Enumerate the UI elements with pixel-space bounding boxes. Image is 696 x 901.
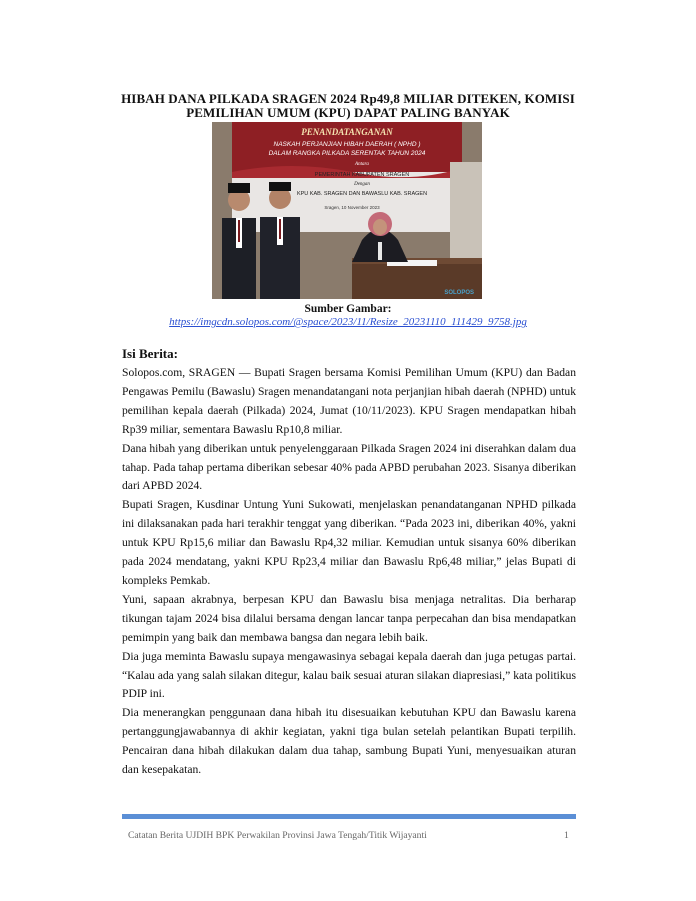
footer-text: Catatan Berita UJDIH BPK Perwakilan Provinsi Jawa Tengah/Titik Wijayanti bbox=[128, 830, 427, 841]
image-source-label: Sumber Gambar: bbox=[304, 303, 392, 315]
paragraph: Dana hibah yang diberikan untuk penyelenggaraan Pilkada Sragen 2024 ini diserahkan dalam dua tahap. Pada tahap pertama diberikan sebesar 40% pada APBD perubahan 2023. Sisanya diberikan dari APBD 2024. bbox=[122, 441, 576, 493]
banner-line-5: PEMERINTAH KABUPATEN SRAGEN bbox=[314, 172, 410, 178]
banner-line-3: DALAM RANGKA PILKADA SERENTAK TAHUN 2024 bbox=[268, 150, 426, 157]
banner-line-6: Dengan bbox=[354, 182, 370, 187]
paragraph: Solopos.com, SRAGEN — Bupati Sragen bersama Komisi Pemilihan Umum (KPU) dan Badan Pengawas Pemilu (Bawaslu) Sragen menandatangani nota perjanjian hibah daerah (NPHD) untuk pemilihan kepala daerah (Pilkada) 2024, Jumat (10/11/2023). KPU Sragen mendapatkan hibah Rp39 miliar, sementara Bawaslu Rp10,8 miliar. bbox=[122, 366, 576, 436]
banner-line-8: Sragen, 10 November 2023 bbox=[324, 205, 380, 210]
page-number: 1 bbox=[564, 830, 569, 841]
article-body bbox=[122, 364, 576, 780]
footer-divider bbox=[122, 814, 576, 819]
photo-watermark: SOLOPOS bbox=[444, 290, 474, 296]
paragraph: Dia menerangkan penggunaan dana hibah itu disesuaikan kebutuhan KPU dan Bawaslu karena pertanggungjawabannya di akhir kegiatan, yakni tiga bulan setelah pelantikan Bupati terpilih. Pencairan dana hibah dilakukan dalam dua tahap, sambung Bupati Yuni, menyesuaikan aturan dan kesepakatan. bbox=[122, 706, 576, 777]
banner-title: PENANDATANGANAN bbox=[301, 127, 393, 137]
banner-line-4: Antara bbox=[355, 162, 369, 167]
paragraph: Dia juga meminta Bawaslu supaya mengawasinya sebagai kepala daerah dan juga petugas partai. “Kalau ada yang salah silakan ditegur, kalau baik sesuai aturan silakan diapresiasi,” kata politikus PDIP ini. bbox=[122, 649, 576, 701]
image-source-link[interactable]: https://imgcdn.solopos.com/@space/2023/11/Resize_20231110_111429_9758.jpg bbox=[169, 316, 527, 328]
paragraph: Yuni, sapaan akrabnya, berpesan KPU dan Bawaslu bisa menjaga netralitas. Dia berharap tikungan tajam 2024 bisa dilalui bersama dengan lancar tanpa perpecahan dan bisa mendapatkan pemimpin yang baik dan membawa bangsa dan negara lebih baik. bbox=[122, 592, 576, 644]
article-title: HIBAH DANA PILKADA SRAGEN 2024 Rp49,8 MILIAR DITEKEN, KOMISI PEMILIHAN UMUM (KPU) DAPAT PALING BANYAK bbox=[121, 91, 575, 120]
paragraph: Bupati Sragen, Kusdinar Untung Yuni Sukowati, menjelaskan penandatanganan NPHD pilkada ini dilaksanakan pada hari terakhir tenggat yang diberikan. “Pada 2023 ini, diberikan 40%, yakni untuk KPU Rp15,6 miliar dan Bawaslu Rp4,32 miliar. Kemudian untuk sisanya 60% diberikan pada 2024 mendatang, yakni KPU Rp23,4 miliar dan Bawaslu Rp6,48 miliar,” jelas Bupati di kompleks Pemkab. bbox=[122, 498, 576, 587]
article-photo bbox=[212, 122, 482, 299]
section-heading: Isi Berita: bbox=[122, 346, 178, 361]
banner-line-7: KPU KAB. SRAGEN DAN BAWASLU KAB. SRAGEN bbox=[296, 191, 428, 197]
banner-line-2: NASKAH PERJANJIAN HIBAH DAERAH ( NPHD ) bbox=[273, 141, 421, 148]
